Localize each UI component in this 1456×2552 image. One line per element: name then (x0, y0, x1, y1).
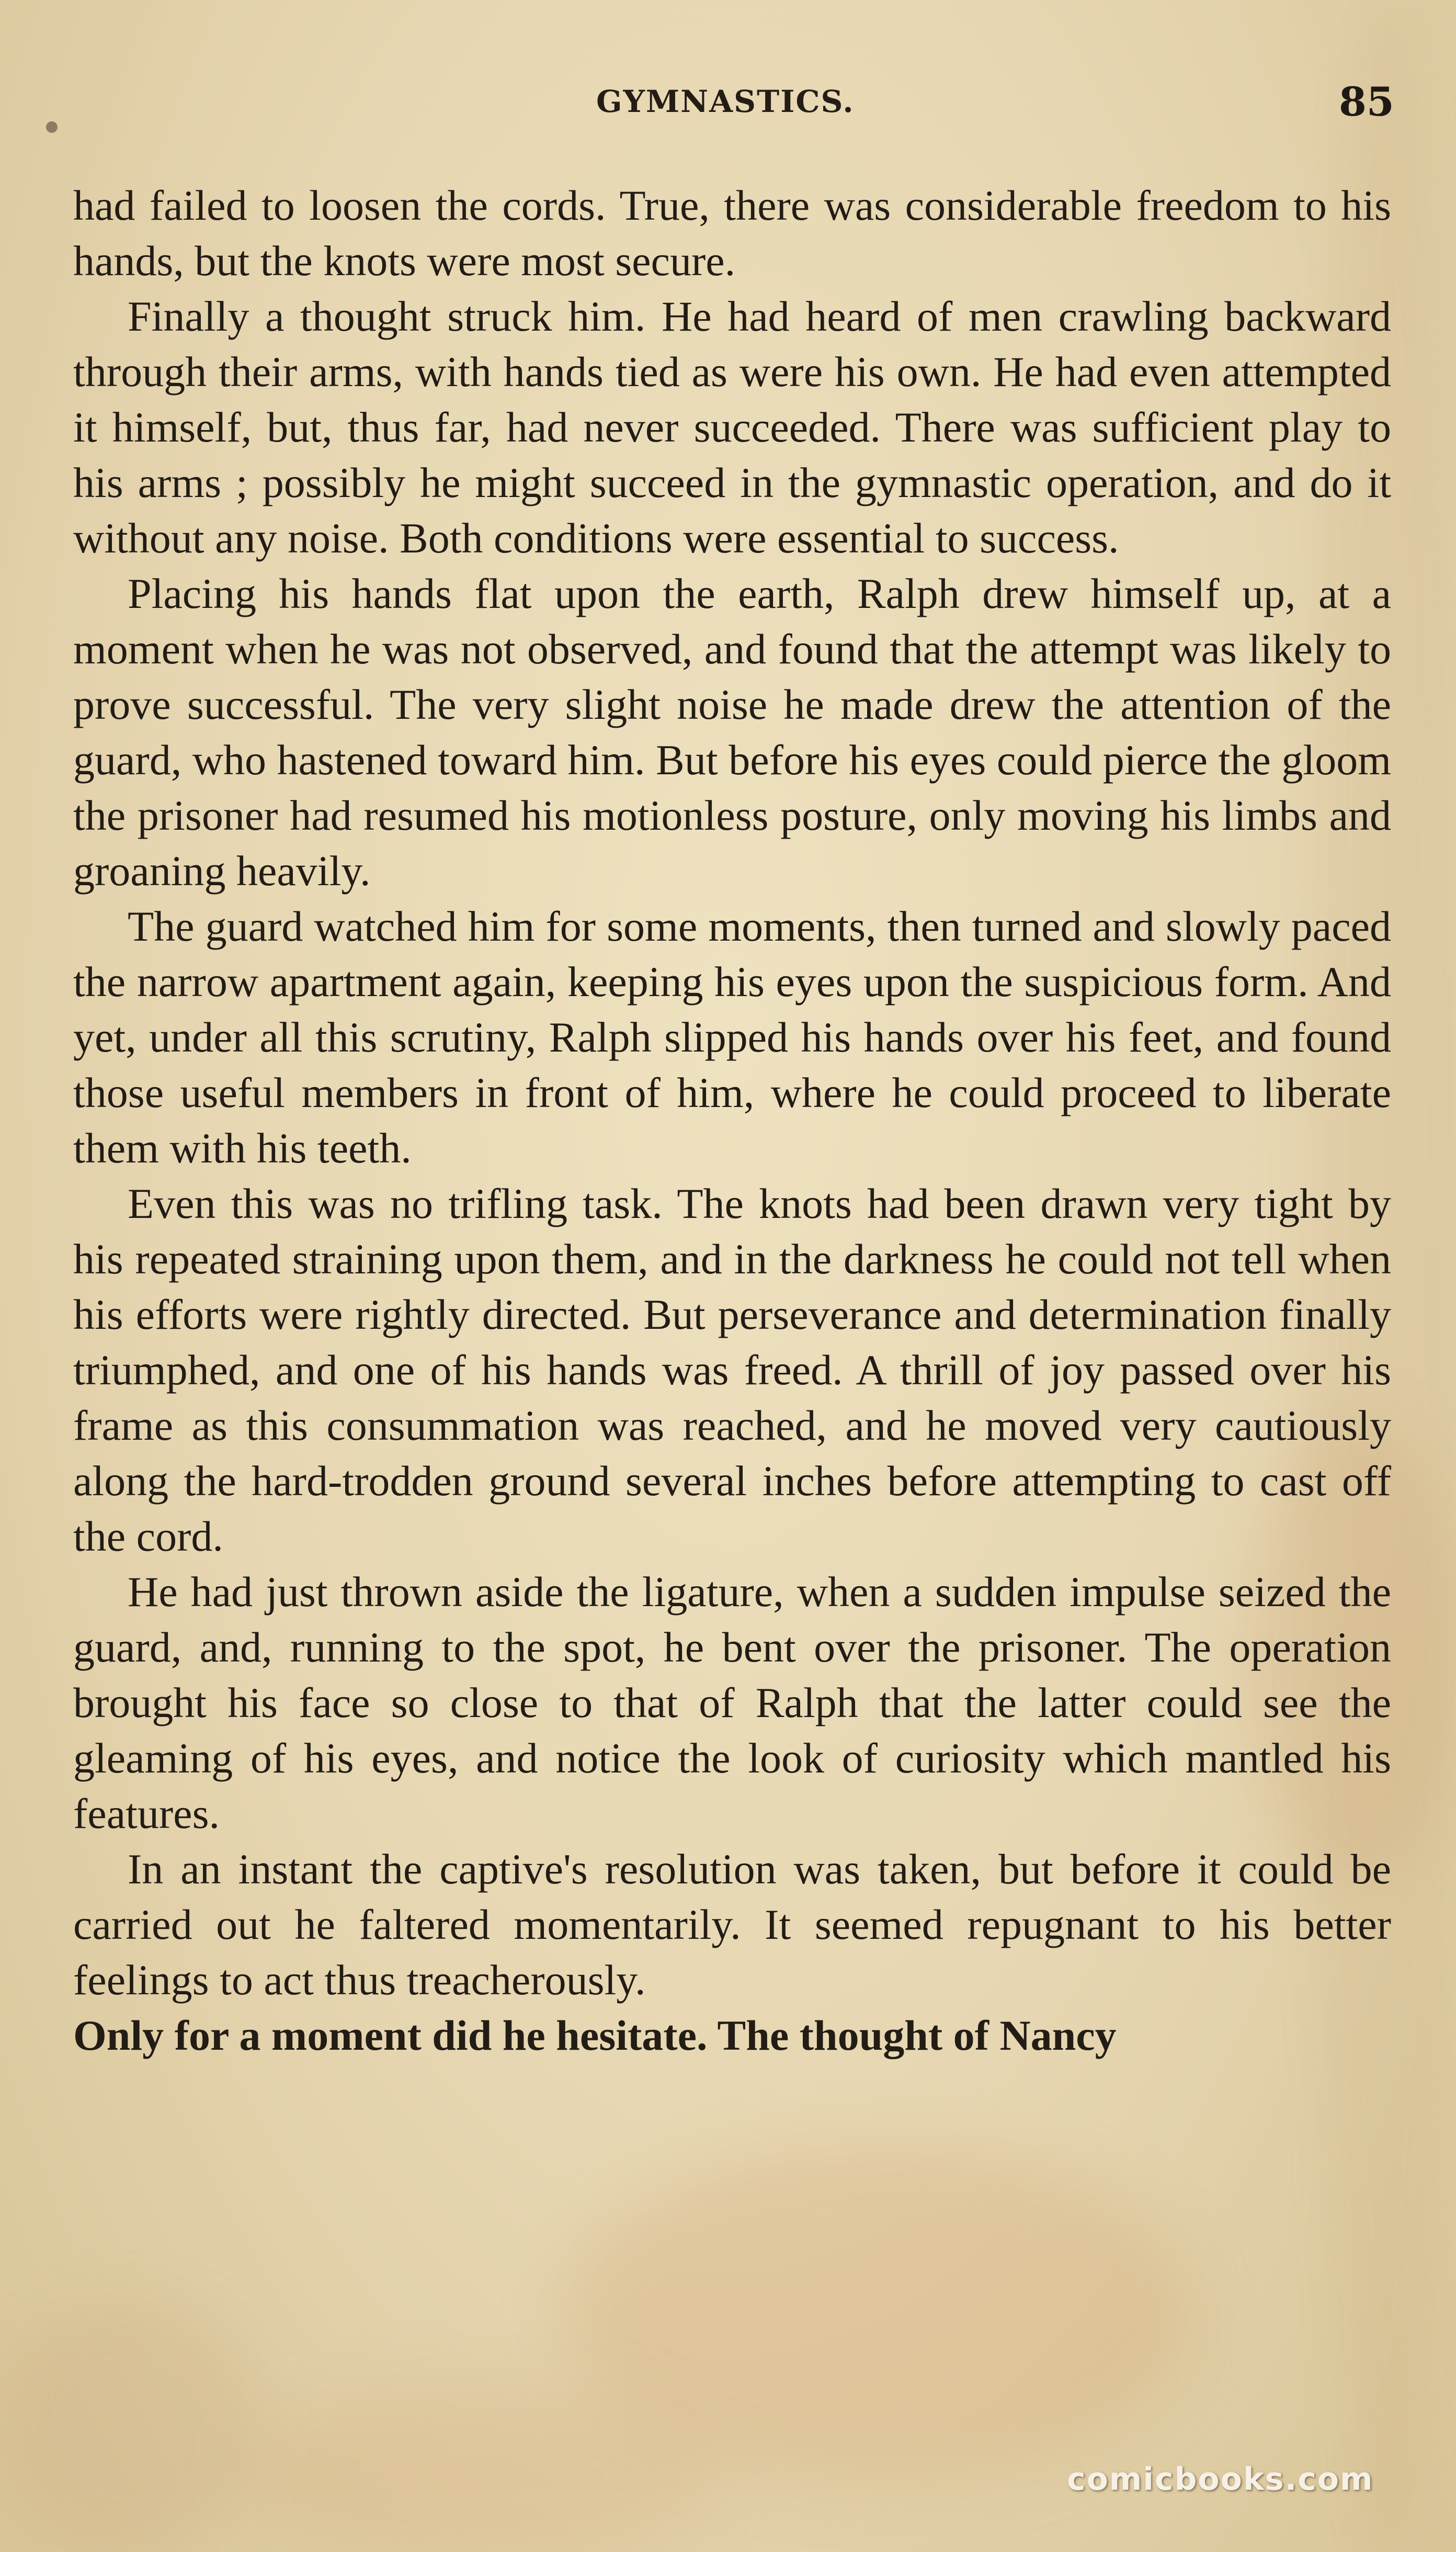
paragraph: Even this was no trifling task. The knots had been drawn very tight by his repeated straining upon them, and in the darkness he could not tell when his efforts were rightly directed. But perseverance and determination finally triumphed, and one of his hands was freed. A thrill of joy passed over his frame as this consummation was reached, and he moved very cautiously along the hard-trodden ground several inches before attempting to cast off the cord. (73, 1180, 1391, 1560)
paper-stain (0, 2302, 261, 2552)
watermark: comicbooks.com (1067, 2461, 1374, 2498)
paragraph: The guard watched him for some moments, then turned and slowly paced the narrow apartment again, keeping his eyes upon the suspicious form. And yet, under all this scrutiny, Ralph slipped his hands over his feet, and found those useful members in front of him, where he could proceed to liberate them with his teeth. (73, 902, 1391, 1172)
paper-stain (565, 2145, 1192, 2485)
page-number: 85 (1339, 78, 1394, 125)
running-title: GYMNASTICS. (596, 84, 855, 119)
paper-stain (246, 2386, 716, 2552)
paragraph: He had just thrown aside the ligature, when a sudden impulse seized the guard, and, running to the spot, he bent over the prisoner. The operation brought his face so close to that of Ralph that the latter could see the gleaming of his eyes, and notice the look of curiosity which mantled his features. (73, 1568, 1391, 1837)
running-head (0, 78, 1456, 136)
body-text (73, 178, 1391, 2063)
paragraph-continuation: had failed to loosen the cords. True, there was considerable freedom to his hands, but the knots were most secure. (73, 182, 1391, 285)
paragraph: Placing his hands flat upon the earth, Ralph drew himself up, at a moment when he was not observed, and found that the attempt was likely to prove successful. The very slight noise he made drew the attention of the guard, who hastened toward him. But before his eyes could pierce the gloom the prisoner had resumed his motionless posture, only moving his limbs and groaning heavily. (73, 570, 1391, 895)
paragraph: In an instant the captive's resolution was taken, but before it could be carried out he faltered momentarily. It seemed repugnant to his better feelings to act thus treacherously. (73, 1845, 1391, 2004)
paragraph-final-line: Only for a moment did he hesitate. The thought of Nancy (73, 2012, 1117, 2059)
paragraph: Finally a thought struck him. He had heard of men crawling backward through their arms, with hands tied as were his own. He had even attempted it himself, but, thus far, had never succeeded. There was sufficient play to his arms ; possibly he might succeed in the gymnastic operation, and do it without any noise. Both conditions were essential to success. (73, 292, 1391, 562)
